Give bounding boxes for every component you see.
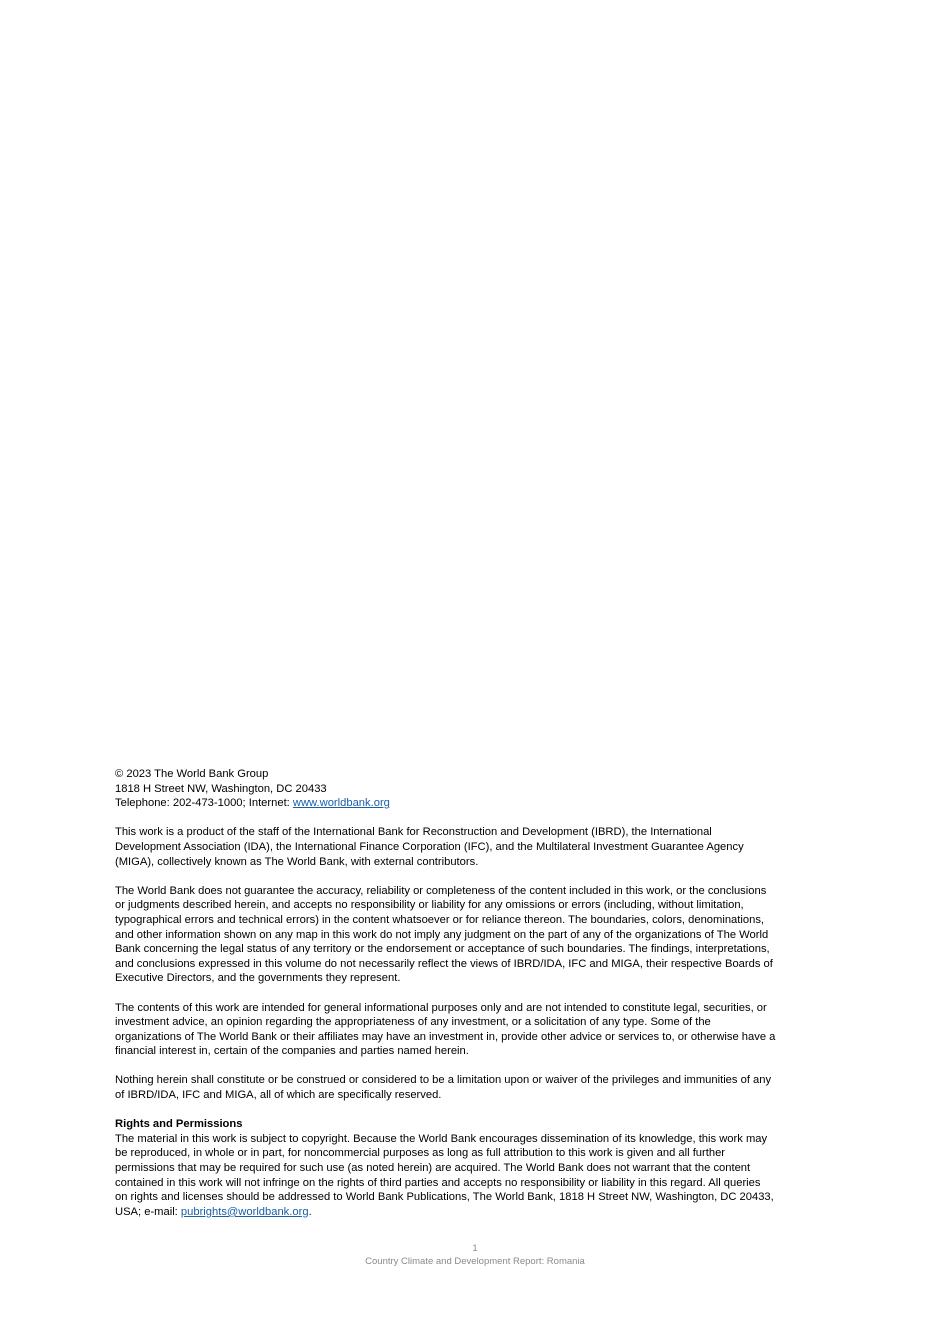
contact-line [115, 796, 837, 811]
paragraph-immunities [115, 1073, 837, 1102]
page-number: 1 [472, 1243, 478, 1254]
rights-line: The material in this work is subject to copyright. Because the World Bank encourages dissemination of its knowledge, this work may [115, 1132, 768, 1145]
rights-line: be reproduced, in whole or in part, for noncommercial purposes as long as full attribution to this work is given and all further [115, 1147, 726, 1160]
paragraph-line: Bank concerning the legal status of any territory or the endorsement or acceptance of such boundaries. The findings, interpretations, [115, 943, 770, 956]
rights-heading: Rights and Permissions [115, 1118, 243, 1131]
rights-email-line [115, 1205, 837, 1220]
paragraph-line: and conclusions expressed in this volume do not necessarily reflect the views of IBRD/IDA, IFC and MIGA, their respective Boards of [115, 957, 773, 970]
paragraph-line: (MIGA), collectively known as The World Bank, with external contributors. [115, 855, 479, 868]
rights-line: contained in this work will not infringe on the rights of third parties and accepts no responsibility or liability in this regard. All queries [115, 1176, 761, 1189]
copyright-page-content [115, 767, 837, 1234]
footer-report-title: Country Climate and Development Report: Romania [365, 1256, 585, 1267]
rights-line: permissions that may be required for such use (as noted herein) are acquired. The World Bank does not warrant that the content [115, 1162, 751, 1175]
paragraph-line: Executive Directors, and the governments they represent. [115, 972, 401, 985]
address-line: 1818 H Street NW, Washington, DC 20433 [115, 782, 327, 795]
paragraph-line: The World Bank does not guarantee the accuracy, reliability or completeness of the content included in this work, or the conclusions [115, 884, 767, 897]
paragraph-line: of IBRD/IDA, IFC and MIGA, all of which are specifically reserved. [115, 1089, 442, 1102]
paragraph-line: organizations of The World Bank or their affiliates may have an investment in, provide other advice or services to, or otherwise have a [115, 1030, 776, 1043]
copyright-block [115, 767, 837, 811]
copyright-line: © 2023 The World Bank Group [115, 768, 269, 780]
rights-permissions-section [115, 1117, 837, 1219]
email-link[interactable]: pubrights@worldbank.org [180, 1205, 309, 1218]
email-prefix: USA; e-mail: [115, 1205, 181, 1218]
paragraph-disclaimer [115, 884, 837, 986]
paragraph-line: and other information shown on any map in this work do not imply any judgment on the part of any of the organizations of The World [115, 928, 769, 941]
paragraph-line: Development Association (IDA), the International Finance Corporation (IFC), and the Multilateral Investment Guarantee Agency [115, 840, 744, 853]
paragraph-line: typographical errors and technical errors) in the content whatsoever or for reliance thereon. The boundaries, colors, denominations, [115, 913, 765, 926]
paragraph-line: financial interest in, certain of the companies and parties named herein. [115, 1045, 469, 1058]
telephone-text: Telephone: 202-473-1000; Internet: [115, 797, 293, 810]
paragraph-line: This work is a product of the staff of the International Bank for Reconstruction and Development (IBRD), the International [115, 826, 712, 839]
paragraph-line: Nothing herein shall constitute or be construed or considered to be a limitation upon or waiver of the privileges and immunities of any [115, 1074, 772, 1087]
paragraph-informational-purposes [115, 1001, 837, 1059]
website-link[interactable]: www.worldbank.org [292, 797, 390, 810]
paragraph-line: or judgments described herein, and accepts no responsibility or liability for any omissions or errors (including, without limitation, [115, 899, 744, 912]
email-suffix: . [308, 1205, 312, 1218]
rights-line: on rights and licenses should be addressed to World Bank Publications, The World Bank, 1818 H Street NW, Washington, DC 20433, [115, 1191, 774, 1204]
paragraph-line: The contents of this work are intended for general informational purposes only and are not intended to constitute legal, securities, or [115, 1001, 767, 1014]
paragraph-line: investment advice, an opinion regarding the appropriateness of any investment, or a solicitation of any type. Some of the [115, 1016, 711, 1029]
paragraph-staff-product [115, 825, 837, 869]
